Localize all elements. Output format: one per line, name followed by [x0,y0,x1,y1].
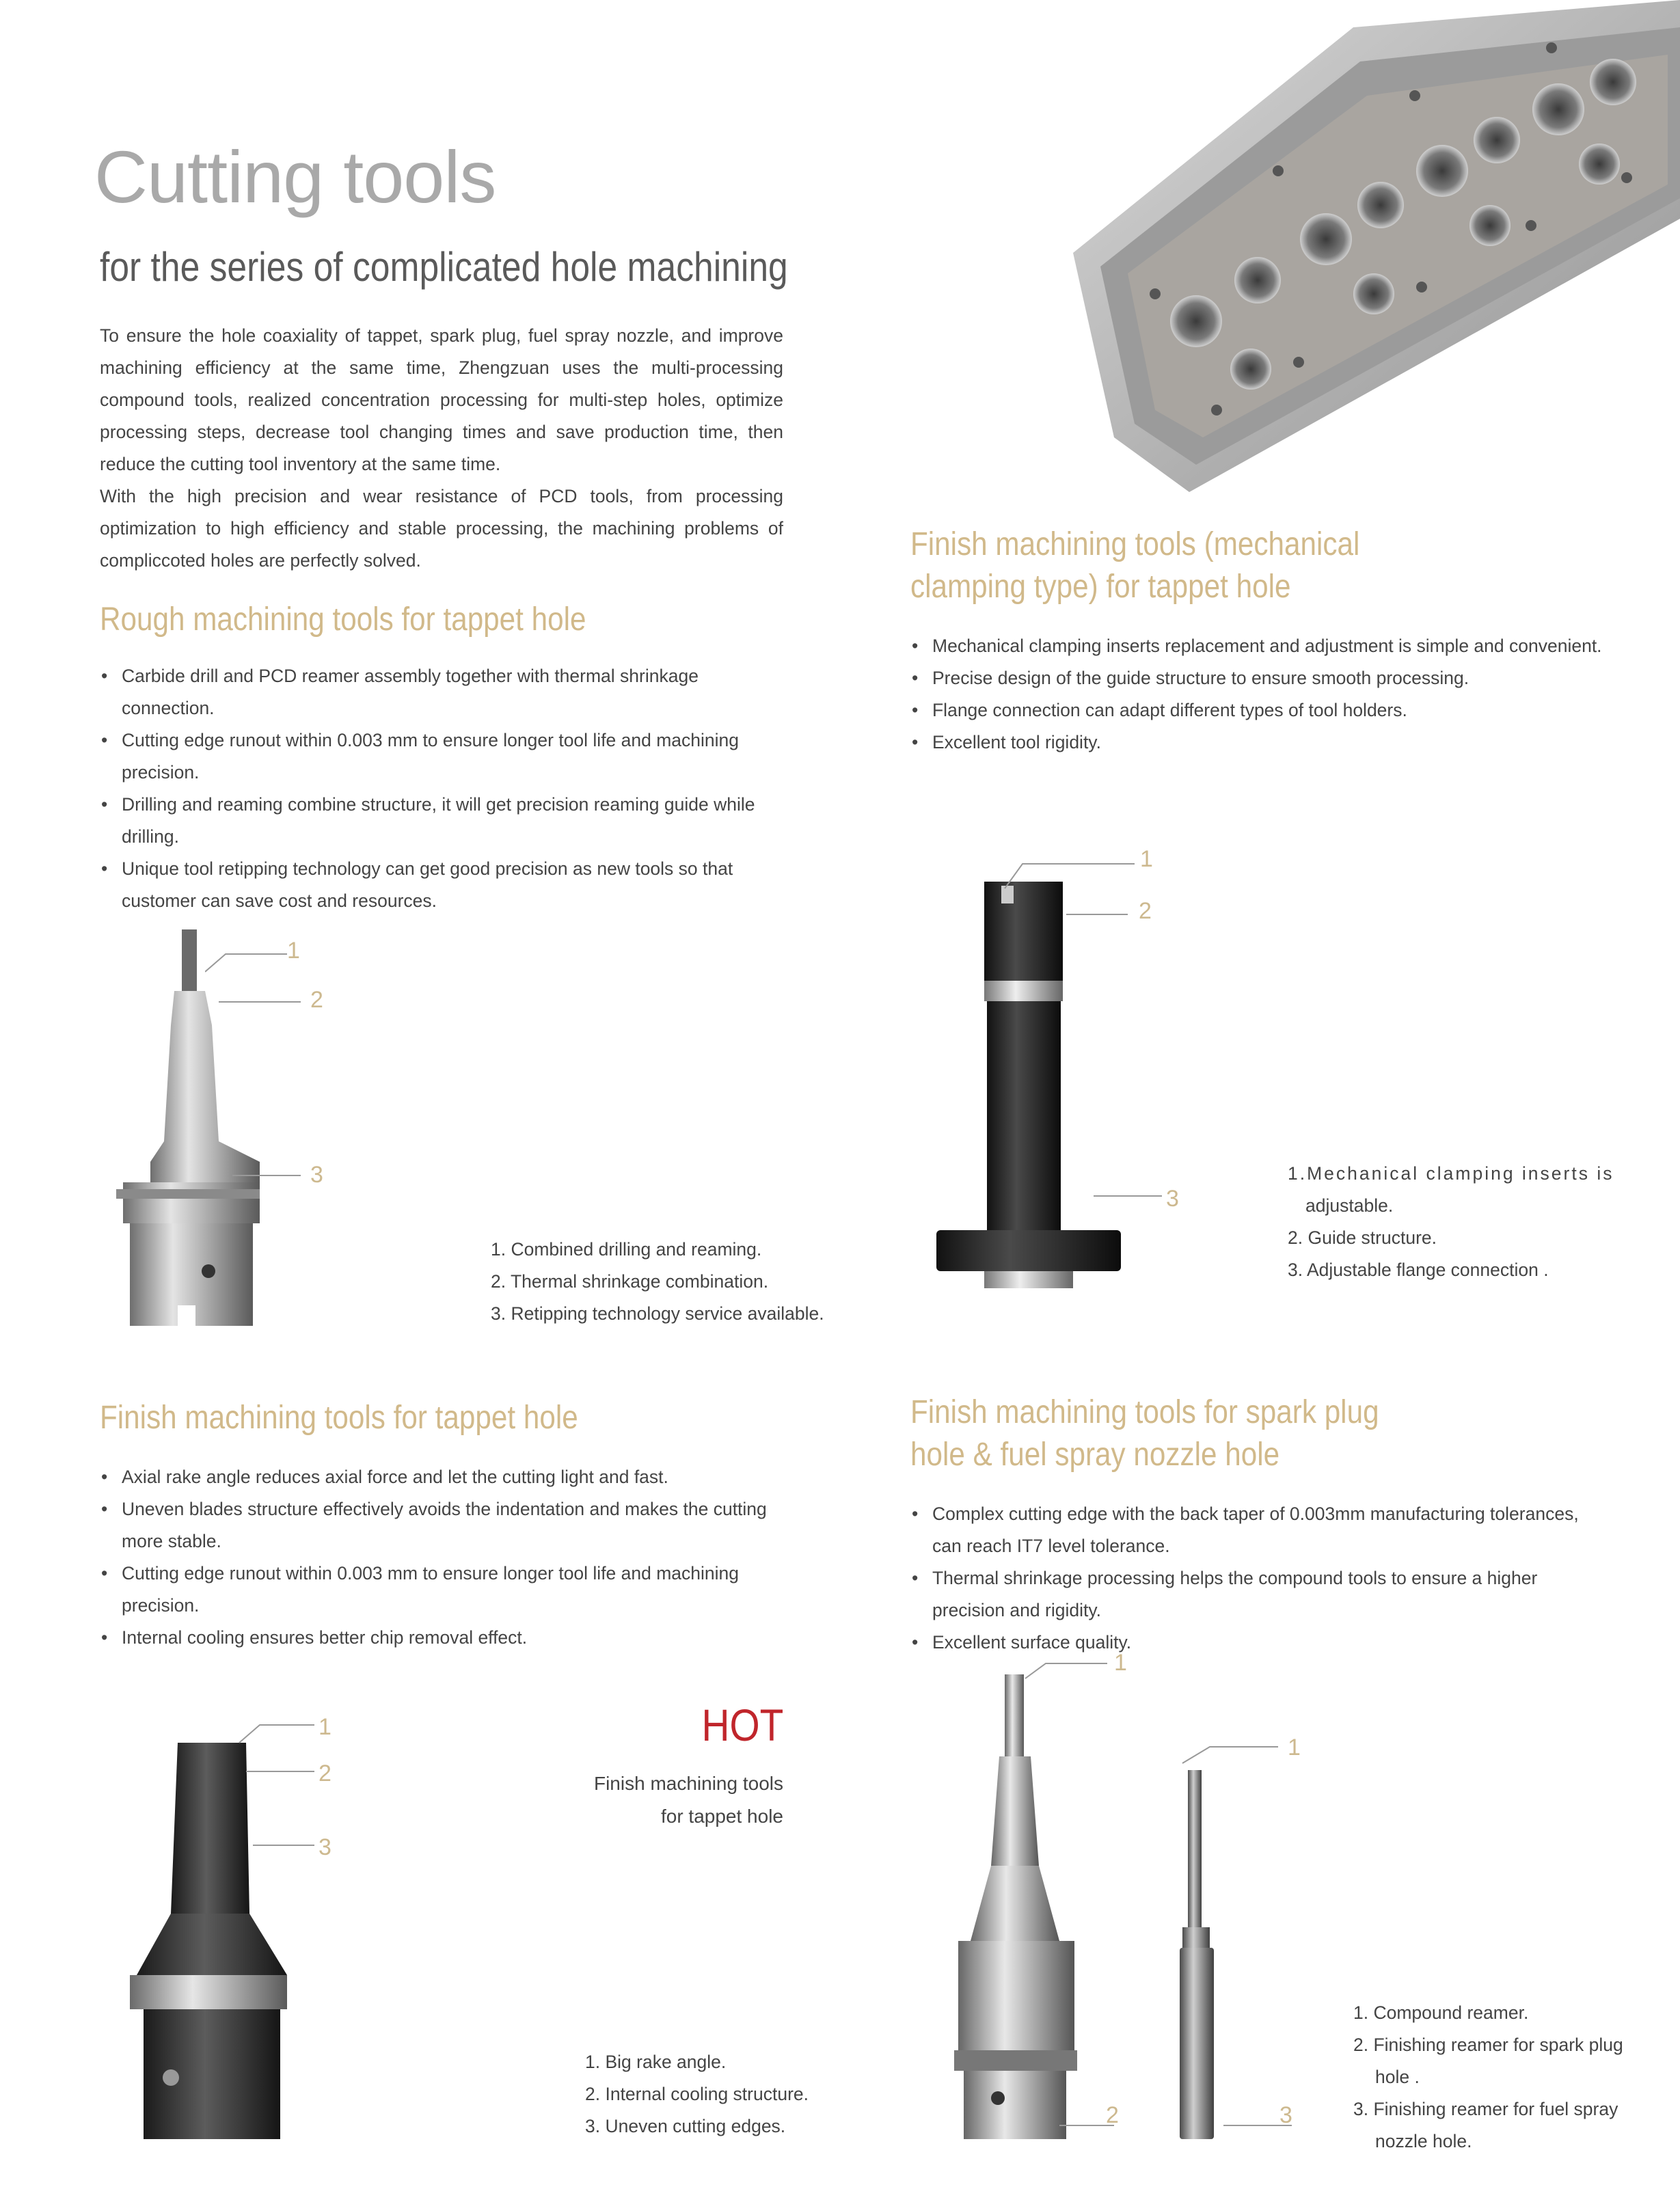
caption-item: 2. Thermal shrinkage combination. [491,1271,769,1292]
caption-item: 3. Adjustable flange connection . [1288,1260,1549,1280]
hot-badge: HOT [701,1700,783,1750]
rough-callout-lines [205,936,342,1182]
intro-paragraph-1: To ensure the hole coaxiality of tappet, spark plug, fuel spray nozzle, and improve machining efficiency at the same time, Zhengzuan uses the multi-processing compound tools, realized concentration processing for multi-step holes, optimize processing steps, decrease tool changing times and save production time, then reduce the cutting tool inventory at the same time. [100,325,783,474]
spark-heading-line1: Finish machining tools for spark plug [910,1394,1379,1430]
caption-item: 3. Finishing reamer for fuel spray [1353,2099,1618,2119]
spark-bullets [910,1498,1601,1659]
list-item: • Mechanical clamping inserts replacement and adjustment is simple and convenient. [910,630,1621,662]
list-item: • Unique tool retipping technology can get good precision as new tools so that customer can save cost and resources. [100,853,790,917]
rough-captions [491,1234,824,1330]
caption-item: 1. Big rake angle. [585,2052,727,2072]
finish-heading: Finish machining tools for tappet hole [100,1400,578,1436]
hot-subtitle [594,1767,783,1833]
list-item: • Uneven blades structure effectively avoids the indentation and makes the cutting more stable. [100,1493,790,1558]
list-item: • Excellent surface quality. [910,1627,1601,1659]
rough-bullets [100,660,790,917]
finish-callout-3: 3 [319,1834,331,1860]
rough-callout-2: 2 [310,987,323,1013]
list-item: • Precise design of the guide structure to ensure smooth processing. [910,662,1621,694]
list-item: • Cutting edge runout within 0.003 mm to ensure longer tool life and machining precision. [100,1558,790,1622]
mech-callout-2: 2 [1139,898,1152,924]
mech-captions [1288,1158,1614,1286]
finish-captions [585,2046,809,2143]
spark-captions [1353,1997,1623,2158]
mech-heading-line1: Finish machining tools (mechanical [910,526,1360,562]
caption-item: 3. Retipping technology service available. [491,1303,824,1324]
hot-subtitle-line1: Finish machining tools [593,1773,783,1794]
intro-text [100,320,783,577]
rough-callout-3: 3 [310,1162,323,1188]
spark-callout-3: 3 [1279,2102,1292,2128]
rough-heading: Rough machining tools for tappet hole [100,601,586,638]
cylinder-head-photo [971,0,1680,506]
spark-callout-1: 1 [1114,1650,1127,1676]
finish-callout-2: 2 [319,1760,331,1786]
mech-heading-line2: clamping type) for tappet hole [910,569,1291,605]
spark-callout-lines [1018,1654,1305,2132]
spark-heading-line2: hole & fuel spray nozzle hole [910,1437,1280,1473]
spark-heading [910,1391,1379,1476]
list-item: • Complex cutting edge with the back taper of 0.003mm manufacturing tolerances, can reach IT7 level tolerance. [910,1498,1601,1562]
intro-paragraph-2: With the high precision and wear resistance of PCD tools, from processing optimization to high efficiency and stable processing, the machining problems of compliccoted holes are perfectly solved. [100,486,783,571]
caption-item: 2. Internal cooling structure. [585,2084,809,2104]
spark-callout-2: 2 [1106,2102,1119,2128]
caption-item: 1. Compound reamer. [1353,2002,1529,2023]
mech-callout-3: 3 [1166,1186,1179,1212]
mech-heading [910,524,1359,608]
spark-callout-1b: 1 [1288,1735,1301,1760]
list-item: • Axial rake angle reduces axial force and let the cutting light and fast. [100,1461,790,1493]
list-item: • Carbide drill and PCD reamer assembly together with thermal shrinkage connection. [100,660,790,724]
mech-bullets [910,630,1621,759]
list-item: • Internal cooling ensures better chip removal effect. [100,1622,790,1654]
caption-item: 1. Combined drilling and reaming. [491,1239,762,1260]
finish-bullets [100,1461,790,1654]
caption-item: adjustable. [1305,1195,1394,1216]
list-item: • Flange connection can adapt different types of tool holders. [910,694,1621,726]
list-item: • Drilling and reaming combine structure, it will get precision reaming guide while drilling. [100,789,790,853]
list-item: • Excellent tool rigidity. [910,726,1621,759]
caption-item: hole . [1375,2067,1420,2087]
caption-item: 3. Uneven cutting edges. [585,2116,786,2136]
list-item: • Thermal shrinkage processing helps the compound tools to ensure a higher precision and rigidity. [910,1562,1601,1627]
page-subtitle: for the series of complicated hole machining [100,244,788,290]
caption-item: 2. Finishing reamer for spark plug [1353,2035,1623,2055]
finish-callout-1: 1 [319,1714,331,1740]
mech-callout-1: 1 [1140,846,1153,872]
hot-subtitle-line2: for tappet hole [660,1806,783,1827]
caption-item: nozzle hole. [1375,2131,1472,2151]
caption-item: 2. Guide structure. [1288,1227,1437,1248]
page-title: Cutting tools [94,135,496,218]
caption-item: 1.Mechanical clamping inserts is [1288,1163,1614,1184]
list-item: • Cutting edge runout within 0.003 mm to ensure longer tool life and machining precision. [100,724,790,789]
rough-callout-1: 1 [287,938,300,964]
